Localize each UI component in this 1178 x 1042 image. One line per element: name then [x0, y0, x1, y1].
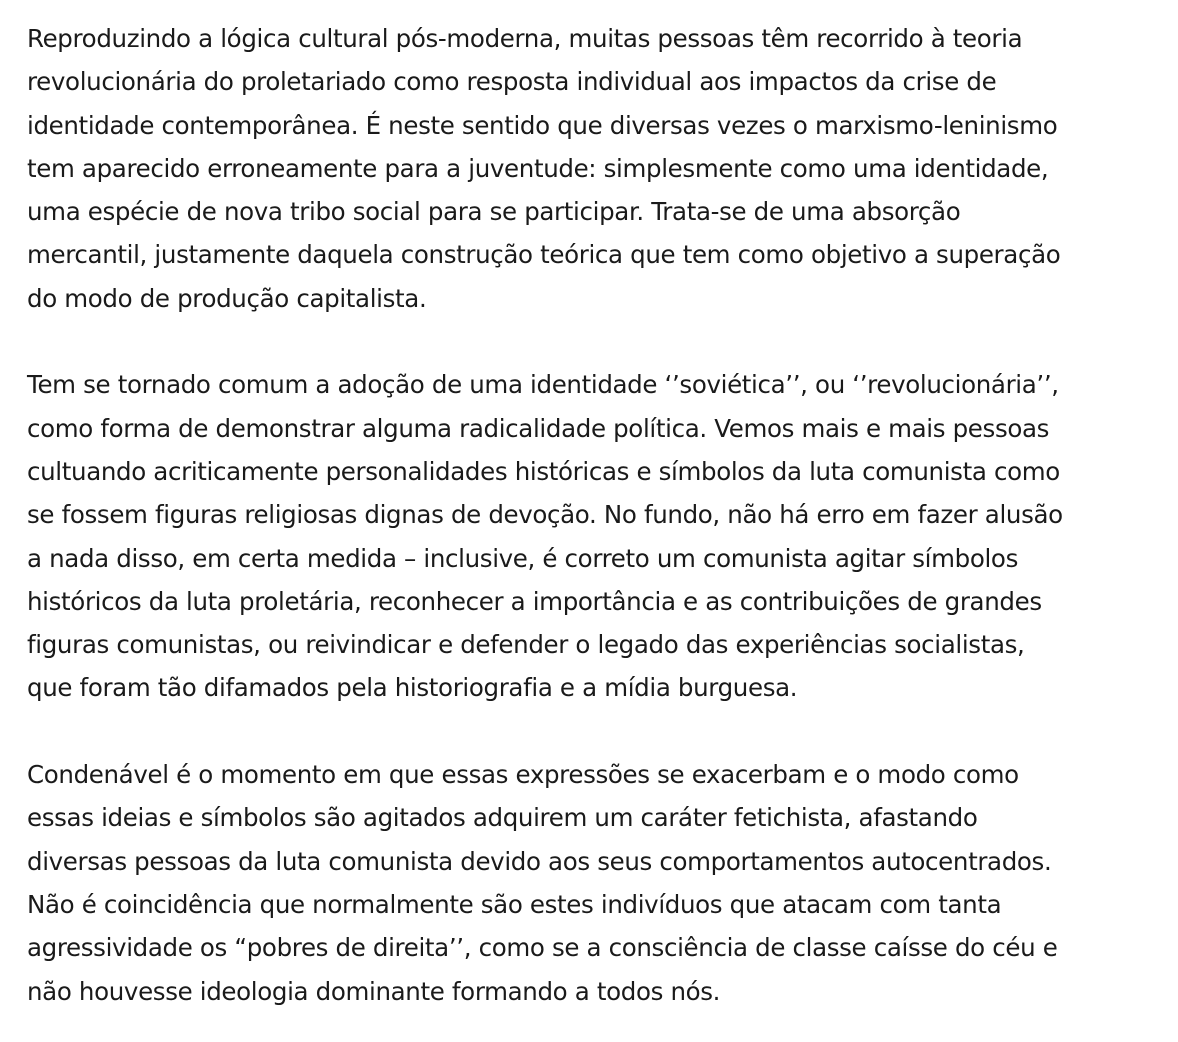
paragraph-2: [27, 363, 1157, 709]
paragraph-line: identidade contemporânea. É neste sentido que diversas vezes o marxismo-leninismo: [27, 110, 1058, 140]
paragraph-line: históricos da luta proletária, reconhecer a importância e as contribuições de grandes: [27, 586, 1042, 616]
paragraph-line: Não é coincidência que normalmente são estes indivíduos que atacam com tanta: [27, 889, 1002, 919]
paragraph-line: se fossem figuras religiosas dignas de devoção. No fundo, não há erro em fazer alusão: [27, 500, 1063, 530]
paragraph-line: agressividade os “pobres de direita’’, como se a consciência de classe caísse do céu e: [27, 933, 1058, 963]
paragraph-line: que foram tão difamados pela historiografia e a mídia burguesa.: [27, 673, 798, 703]
paragraph-3: [27, 753, 1157, 1013]
paragraph-line: figuras comunistas, ou reivindicar e defender o legado das experiências socialistas,: [27, 630, 1025, 660]
paragraph-line: a nada disso, em certa medida – inclusive, é correto um comunista agitar símbolos: [27, 543, 1018, 573]
paragraph-line: mercantil, justamente daquela construção teórica que tem como objetivo a superação: [27, 240, 1061, 270]
article-body: [27, 17, 1157, 1013]
paragraph-line: revolucionária do proletariado como resposta individual aos impactos da crise de: [27, 67, 997, 97]
paragraph-line: como forma de demonstrar alguma radicalidade política. Vemos mais e mais pessoas: [27, 413, 1050, 443]
paragraph-line: tem aparecido erroneamente para a juventude: simplesmente como uma identidade,: [27, 153, 1049, 183]
paragraph-line: diversas pessoas da luta comunista devido aos seus comportamentos autocentrados.: [27, 846, 1052, 876]
paragraph-line: cultuando acriticamente personalidades históricas e símbolos da luta comunista como: [27, 456, 1060, 486]
paragraph-line: uma espécie de nova tribo social para se participar. Trata-se de uma absorção: [27, 197, 961, 227]
paragraph-line: Condenável é o momento em que essas expressões se exacerbam e o modo como: [27, 760, 1019, 790]
paragraph-line: essas ideias e símbolos são agitados adquirem um caráter fetichista, afastando: [27, 803, 978, 833]
paragraph-line: Reproduzindo a lógica cultural pós-moderna, muitas pessoas têm recorrido à teoria: [27, 24, 1023, 53]
paragraph-line: Tem se tornado comum a adoção de uma identidade ‘’soviética’’, ou ‘’revolucionária’’,: [27, 370, 1059, 400]
paragraph-1: [27, 17, 1157, 320]
paragraph-line: do modo de produção capitalista.: [27, 283, 427, 313]
paragraph-line: não houvesse ideologia dominante formando a todos nós.: [27, 976, 721, 1006]
